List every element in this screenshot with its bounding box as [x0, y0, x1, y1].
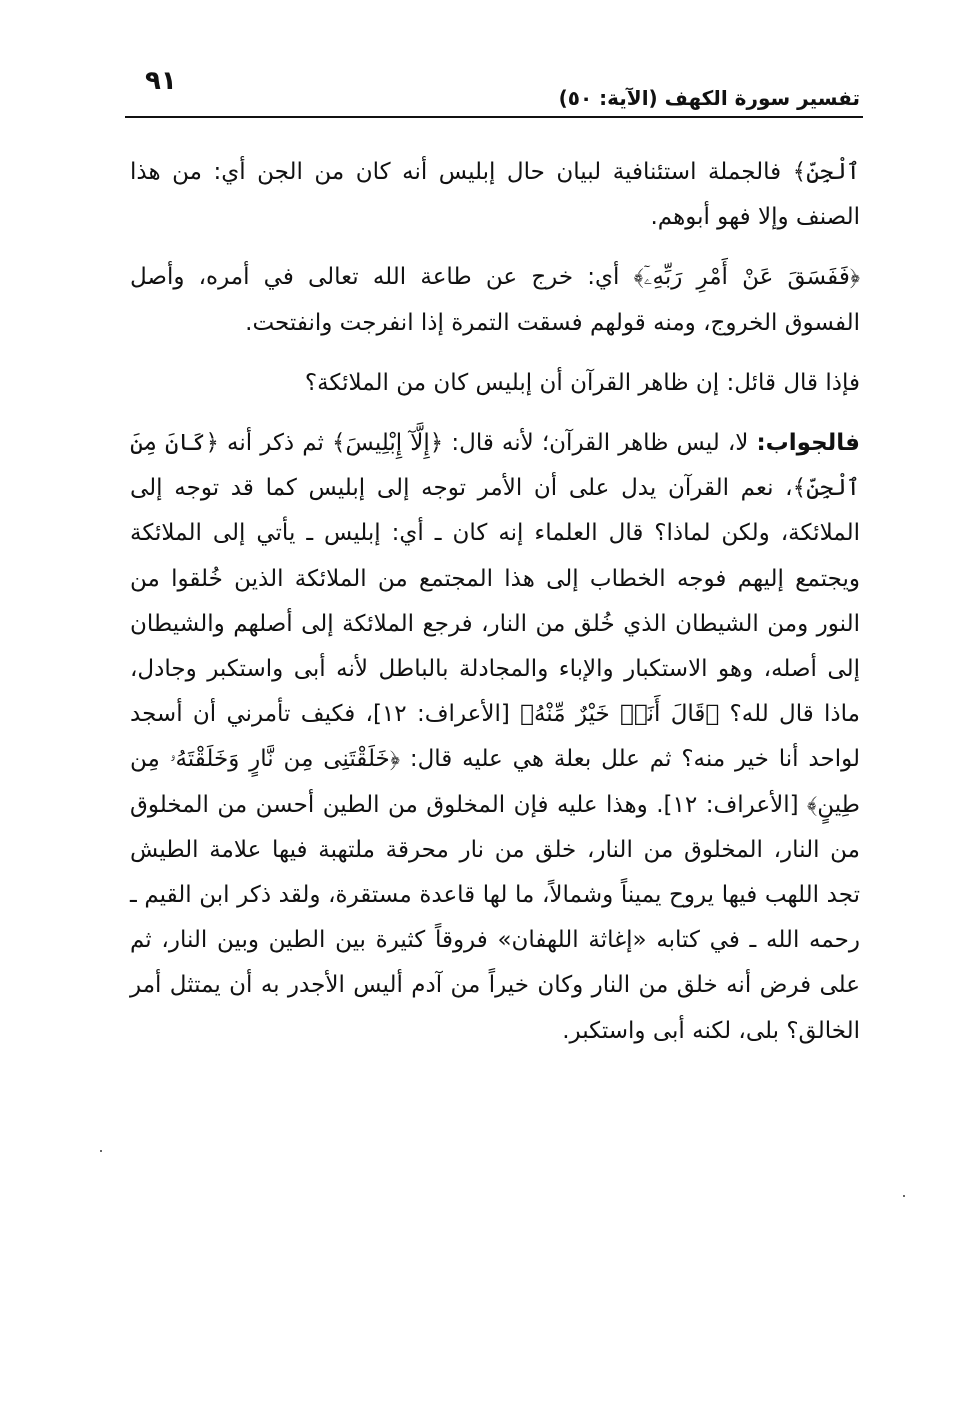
quran-quote: ﴿فَفَسَقَ عَنْ أَمْرِ رَبِّهِۦٓ﴾	[633, 264, 860, 291]
body-text	[130, 150, 860, 1054]
text-run: فالجملة استئنافية لبيان حال إبليس أنه كان من الجن أي: من هذا الصنف وإلا فهو أبوهم.	[130, 159, 860, 231]
quran-quote: ﴿إِلَّآ إِبْلِيسَ﴾	[332, 430, 444, 457]
page-number: ٩١	[145, 66, 177, 96]
text-run: فإذا قال قائل: إن ظاهر القرآن أن إبليس كان من الملائكة؟	[304, 369, 860, 396]
quran-quote: ﴿قَالَ أَنَا۠ خَيْرٌ مِّنْهُ﴾	[520, 701, 720, 728]
scan-speck	[903, 1195, 905, 1197]
header-rule	[125, 116, 863, 118]
text-run: أي: خرج عن طاعة الله تعالى في أمره، وأصل الفسوق الخروج، ومنه قولهم فسقت التمرة إذا انفرجت وانفتحت.	[130, 264, 860, 336]
text-run: ، نعم القرآن يدل على أن الأمر توجه إلى إبليس كما قد توجه إلى الملائكة، ولكن لماذا؟ قال العلماء إنه كان ـ أي: إبليس ـ يأتي إلى الملائكة ويجتمع إليهم فوجه الخطاب إلى هذا المجتمع من الملائكة الذين خُلقوا من النور ومن الشيطان الذي خُلق من النار، فرجع الملائكة إلى أصلهم والشيطان إلى أصله، وهو الاستكبار والإباء والمجادلة بالباطل لأنه أبى واستكبر وجادل، ماذا قال لله؟	[130, 475, 860, 728]
text-run: [الأعراف: ١٢]، فكيف تأمرني أن أسجد لواحد أنا خير منه؟ ثم علل بعلة هي عليه قال:	[130, 701, 860, 773]
text-run: ثم ذكر أنه	[218, 430, 333, 457]
text-run: [الأعراف: ١٢]. وهذا عليه فإن المخلوق من الطين أحسن من المخلوق من النار، المخلوق من النار، خلق من نار محرقة ملتهبة فيها علامة الطيش تجد اللهب فيها يروح يميناً وشمالاً، ما لها قاعدة مستقرة، ولقد ذكر ابن القيم ـ رحمه الله ـ في كتابه «إغاثة اللهفان» فروقاً كثيرة بين الطين وبين النار، ثم على فرض أنه خلق من النار وكان خيراً من آدم أليس الأجدر به أن يمتثل أمر الخالق؟ بلى، لكنه أبى واستكبر.	[130, 791, 860, 1044]
answer-label: فالجواب:	[756, 430, 860, 457]
paragraph	[130, 421, 860, 1054]
scan-speck	[100, 1150, 102, 1152]
paragraph	[130, 255, 860, 345]
page-header	[125, 58, 860, 118]
paragraph	[130, 361, 860, 406]
quran-quote: ﴿خَلَقْتَنِى مِن نَّارٍ وَخَلَقْتَهُۥ مِن طِينٍ﴾	[130, 746, 860, 818]
running-title: تفسير سورة الكهف (الآية: ٥٠)	[558, 86, 860, 110]
text-run: لا، ليس ظاهر القرآن؛ لأنه قال:	[443, 430, 757, 457]
quran-quote: ٱلْجِنِّ﴾	[792, 159, 860, 185]
quran-quote: ﴿كَانَ مِنَ ٱلْجِنِّ﴾	[130, 430, 860, 502]
paragraph	[130, 150, 860, 240]
